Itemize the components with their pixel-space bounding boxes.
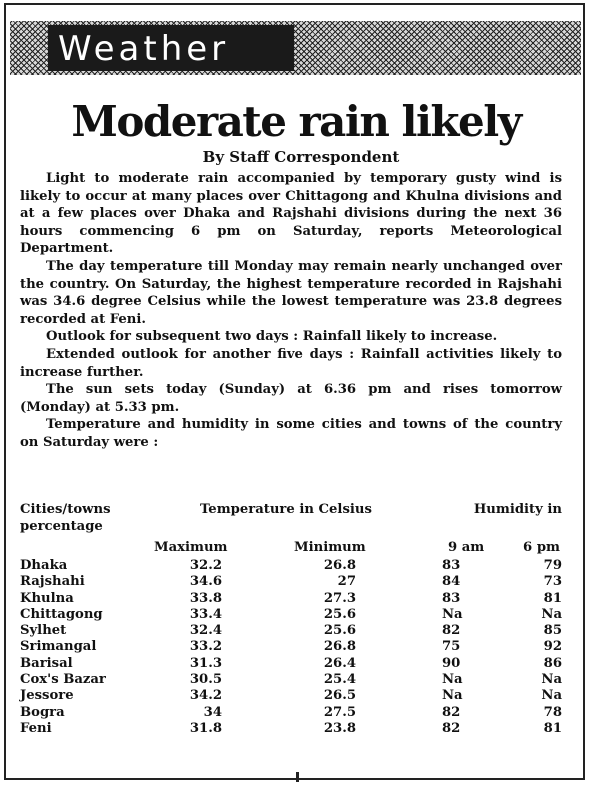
section-label: Weather <box>58 29 230 69</box>
city-cell: Rajshahi <box>20 574 85 590</box>
humidity-6pm-cell: 86 <box>543 655 562 671</box>
city-cell: Barisal <box>20 655 73 671</box>
paragraph: Light to moderate rain accompanied by temporary gusty wind is likely to occur at many places over Chittagong and Khulna divisions and at a few places over Dhaka and Rajshahi divisions during the next 36 hours commencing 6 pm on Saturday, reports Meteorological Department. <box>20 171 562 257</box>
max-cell: 34 <box>203 704 222 720</box>
paragraph: Outlook for subsequent two days : Rainfall likely to increase. <box>46 329 498 345</box>
table-row <box>20 721 562 737</box>
table-row <box>20 705 562 721</box>
max-cell: 31.8 <box>189 720 222 736</box>
max-cell: 33.4 <box>189 606 222 622</box>
paragraph: Extended outlook for another five days : Rainfall activities likely to increase further. <box>20 346 562 380</box>
max-cell: 32.4 <box>189 623 222 639</box>
humidity-9am-cell: Na <box>442 606 463 622</box>
subheader-6pm: 6 pm <box>523 540 560 555</box>
subheader-minimum: Minimum <box>294 540 366 555</box>
max-cell: 33.2 <box>189 639 222 655</box>
table-row <box>20 607 562 623</box>
city-cell: Cox's Bazar <box>20 672 106 688</box>
city-cell: Khulna <box>20 590 74 606</box>
city-cell: Sylhet <box>20 623 67 639</box>
subheader-maximum: Maximum <box>154 540 228 555</box>
table-row <box>20 558 562 574</box>
min-cell: 27.3 <box>323 590 356 606</box>
paragraph: Temperature and humidity in some cities and towns of the country on Saturday were : <box>20 417 562 450</box>
min-cell: 25.6 <box>323 623 356 639</box>
header-cities: Cities/towns <box>20 502 111 517</box>
city-cell: Dhaka <box>20 558 68 573</box>
table-row <box>20 672 562 688</box>
city-cell: Jessore <box>20 688 74 704</box>
table-row <box>20 656 562 672</box>
table-row <box>20 623 562 639</box>
max-cell: 34.2 <box>189 688 222 704</box>
humidity-9am-cell: 90 <box>442 655 461 671</box>
city-cell: Feni <box>20 720 52 736</box>
header-humidity: Humidity in <box>473 502 562 517</box>
subheader-9am: 9 am <box>448 540 485 555</box>
min-cell: 25.4 <box>323 672 356 688</box>
humidity-9am-cell: 82 <box>442 704 461 720</box>
min-cell: 27 <box>337 574 356 590</box>
humidity-6pm-cell: Na <box>541 606 562 622</box>
city-cell: Srimangal <box>20 639 97 655</box>
humidity-6pm-cell: 81 <box>543 720 562 736</box>
humidity-6pm-cell: 79 <box>543 558 562 573</box>
humidity-9am-cell: 82 <box>442 623 461 639</box>
humidity-9am-cell: 83 <box>442 558 461 573</box>
humidity-6pm-cell: 78 <box>543 704 562 720</box>
humidity-6pm-cell: 92 <box>543 639 562 655</box>
humidity-9am-cell: Na <box>442 688 463 704</box>
headline: Moderate rain likely <box>71 97 521 146</box>
article-body <box>20 170 562 452</box>
section-banner <box>10 21 581 75</box>
table-row <box>20 688 562 704</box>
max-cell: 33.8 <box>189 590 222 606</box>
min-cell: 25.6 <box>323 606 356 622</box>
table-row <box>20 639 562 655</box>
min-cell: 26.8 <box>323 558 356 573</box>
weather-table <box>20 558 562 737</box>
paragraph: The day temperature till Monday may remain nearly unchanged over the country. On Saturday, the highest temperature recorded in Rajshahi was 34.6 degree Celsius while the lowest temperature was 23.8 degrees recorded at Feni. <box>20 258 562 327</box>
humidity-6pm-cell: Na <box>541 672 562 688</box>
min-cell: 27.5 <box>323 704 356 720</box>
humidity-6pm-cell: Na <box>541 688 562 704</box>
humidity-9am-cell: 84 <box>442 574 461 590</box>
max-cell: 30.5 <box>189 672 222 688</box>
humidity-6pm-cell: 85 <box>543 623 562 639</box>
min-cell: 26.4 <box>323 655 356 671</box>
max-cell: 34.6 <box>189 574 222 590</box>
humidity-9am-cell: 83 <box>442 590 461 606</box>
header-percentage: percentage <box>20 519 103 534</box>
humidity-9am-cell: 82 <box>442 720 461 736</box>
table-row <box>20 591 562 607</box>
min-cell: 23.8 <box>323 720 356 736</box>
column-rule-mark <box>296 772 299 782</box>
byline: By Staff Correspondent <box>202 148 400 166</box>
humidity-6pm-cell: 73 <box>543 574 562 590</box>
max-cell: 31.3 <box>189 655 222 671</box>
city-cell: Bogra <box>20 704 65 720</box>
header-temperature: Temperature in Celsius <box>200 502 372 517</box>
humidity-6pm-cell: 81 <box>543 590 562 606</box>
min-cell: 26.8 <box>323 639 356 655</box>
paragraph: The sun sets today (Sunday) at 6.36 pm and rises tomorrow (Monday) at 5.33 pm. <box>20 382 562 415</box>
table-row <box>20 574 562 590</box>
min-cell: 26.5 <box>323 688 356 704</box>
humidity-9am-cell: 75 <box>442 639 461 655</box>
max-cell: 32.2 <box>189 558 222 573</box>
humidity-9am-cell: Na <box>442 672 463 688</box>
city-cell: Chittagong <box>20 606 103 622</box>
